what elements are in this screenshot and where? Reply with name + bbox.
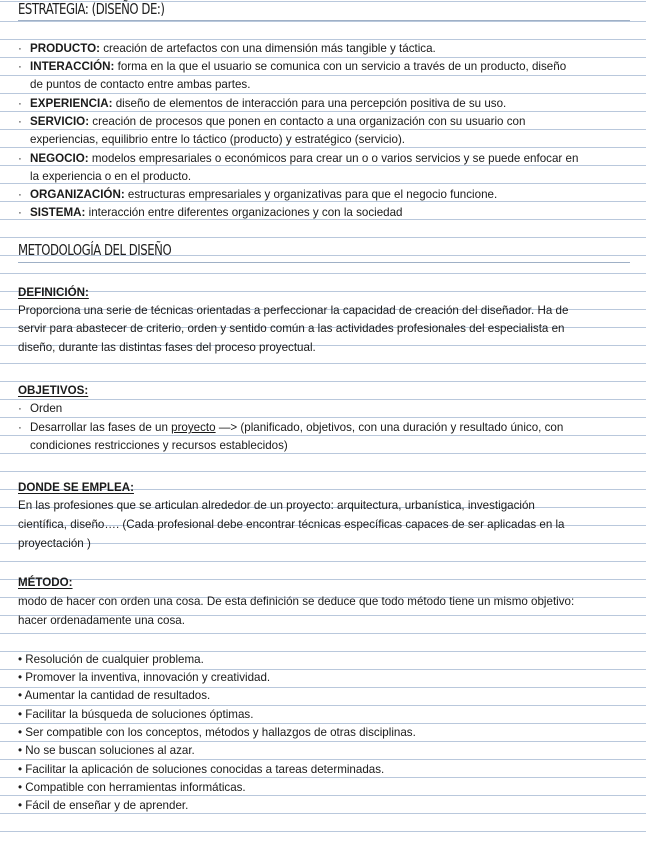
method-bullet: • No se buscan soluciones al azar. [18, 744, 195, 757]
strategy-item-producto: · PRODUCTO: creación de artefactos con una dimensión más tangible y táctica. [18, 42, 436, 55]
where-label: DONDE SE EMPLEA: [18, 481, 134, 494]
item-continuation: experiencias, equilibrio entre lo táctico (producto) y estratégico (servicio). [30, 133, 406, 146]
objective-continuation: condiciones restricciones y recursos establecidos) [30, 439, 288, 452]
item-label: SISTEMA: [30, 206, 86, 219]
where-line: proyectación ) [18, 537, 91, 550]
item-label: INTERACCIÓN: [30, 60, 115, 73]
item-text: creación de procesos que ponen en contacto a una organización con su usuario con [89, 115, 526, 128]
item-label: SERVICIO: [30, 115, 90, 128]
strategy-item-negocio: · NEGOCIO: modelos empresariales o económicos para crear un o o varios servicios y se puede enfocar en [18, 152, 579, 165]
method-label: MÉTODO: [18, 576, 73, 589]
heading-underline [18, 262, 630, 263]
definition-line: servir para abastecer de criterio, orden y sentido común a las actividades profesionales del especialista en [18, 322, 565, 335]
item-label: EXPERIENCIA: [30, 97, 113, 110]
method-bullet: • Facilitar la búsqueda de soluciones óptimas. [18, 708, 254, 721]
item-label: PRODUCTO: [30, 42, 100, 55]
item-text: forma en la que el usuario se comunica con un servicio a través de un producto, diseño [114, 60, 567, 73]
item-text: modelos empresariales o económicos para crear un o o varios servicios y se puede enfocar en [88, 152, 579, 165]
objective-text: —> (planificado, objetivos, con una duración y resultado único, con [215, 421, 564, 434]
methodology-heading: METODOLOGÍA DEL DISEÑO [18, 241, 172, 259]
strategy-item-interaccion: · INTERACCIÓN: forma en la que el usuario se comunica con un servicio a través de un producto, diseño [18, 60, 567, 73]
method-bullet: • Compatible con herramientas informáticas. [18, 781, 246, 794]
objective-text: Orden [30, 402, 63, 415]
objective-item: · Desarrollar las fases de un proyecto —> (planificado, objetivos, con una duración y resultado único, con [18, 421, 564, 434]
method-line: hacer ordenadamente una cosa. [18, 614, 185, 627]
definition-line: diseño, durante las distintas fases del proceso proyectual. [18, 341, 316, 354]
heading-underline [18, 20, 630, 21]
method-bullet: • Promover la inventiva, innovación y creatividad. [18, 671, 271, 684]
strategy-item-servicio: · SERVICIO: creación de procesos que ponen en contacto a una organización con su usuario con [18, 115, 526, 128]
objectives-label: OBJETIVOS: [18, 384, 89, 397]
item-text: diseño de elementos de interacción para una percepción positiva de su uso. [112, 97, 507, 110]
definition-line: Proporciona una serie de técnicas orientadas a perfeccionar la capacidad de creación del diseñador. Ha de [18, 304, 569, 317]
item-text: creación de artefactos con una dimensión más tangible y táctica. [100, 42, 436, 55]
method-bullet: • Fácil de enseñar y de aprender. [18, 799, 189, 812]
item-continuation: de puntos de contacto entre ambas partes. [30, 78, 251, 91]
where-line: científica, diseño…. (Cada profesional debe encontrar técnicas específicas capaces de ser aplicadas en la [18, 518, 565, 531]
item-text: estructuras empresariales y organizativas para que el negocio funcione. [124, 188, 498, 201]
item-continuation: la experiencia o en el producto. [30, 170, 192, 183]
method-bullet: • Aumentar la cantidad de resultados. [18, 689, 211, 702]
item-text: interacción entre diferentes organizaciones y con la sociedad [85, 206, 403, 219]
where-line: En las profesiones que se articulan alrededor de un proyecto: arquitectura, urbanística, investigación [18, 499, 535, 512]
project-link[interactable]: proyecto [171, 421, 216, 434]
objective-item: · Orden [18, 402, 63, 415]
method-bullet: • Resolución de cualquier problema. [18, 653, 204, 666]
strategy-item-experiencia: · EXPERIENCIA: diseño de elementos de interacción para una percepción positiva de su uso. [18, 97, 507, 110]
item-label: NEGOCIO: [30, 152, 89, 165]
strategy-heading: ESTRATEGIA: (DISEÑO DE:) [18, 0, 165, 18]
definition-label: DEFINICIÓN: [18, 286, 89, 299]
objective-text: Desarrollar las fases de un [30, 421, 172, 434]
method-bullet: • Facilitar la aplicación de soluciones conocidas a tareas determinadas. [18, 763, 385, 776]
item-label: ORGANIZACIÓN: [30, 188, 125, 201]
strategy-item-organizacion: · ORGANIZACIÓN: estructuras empresariales y organizativas para que el negocio funcione. [18, 188, 498, 201]
method-bullet: • Ser compatible con los conceptos, métodos y hallazgos de otras disciplinas. [18, 726, 416, 739]
strategy-item-sistema: · SISTEMA: interacción entre diferentes organizaciones y con la sociedad [18, 206, 403, 219]
method-line: modo de hacer con orden una cosa. De esta definición se deduce que todo método tiene un mismo objetivo: [18, 595, 575, 608]
